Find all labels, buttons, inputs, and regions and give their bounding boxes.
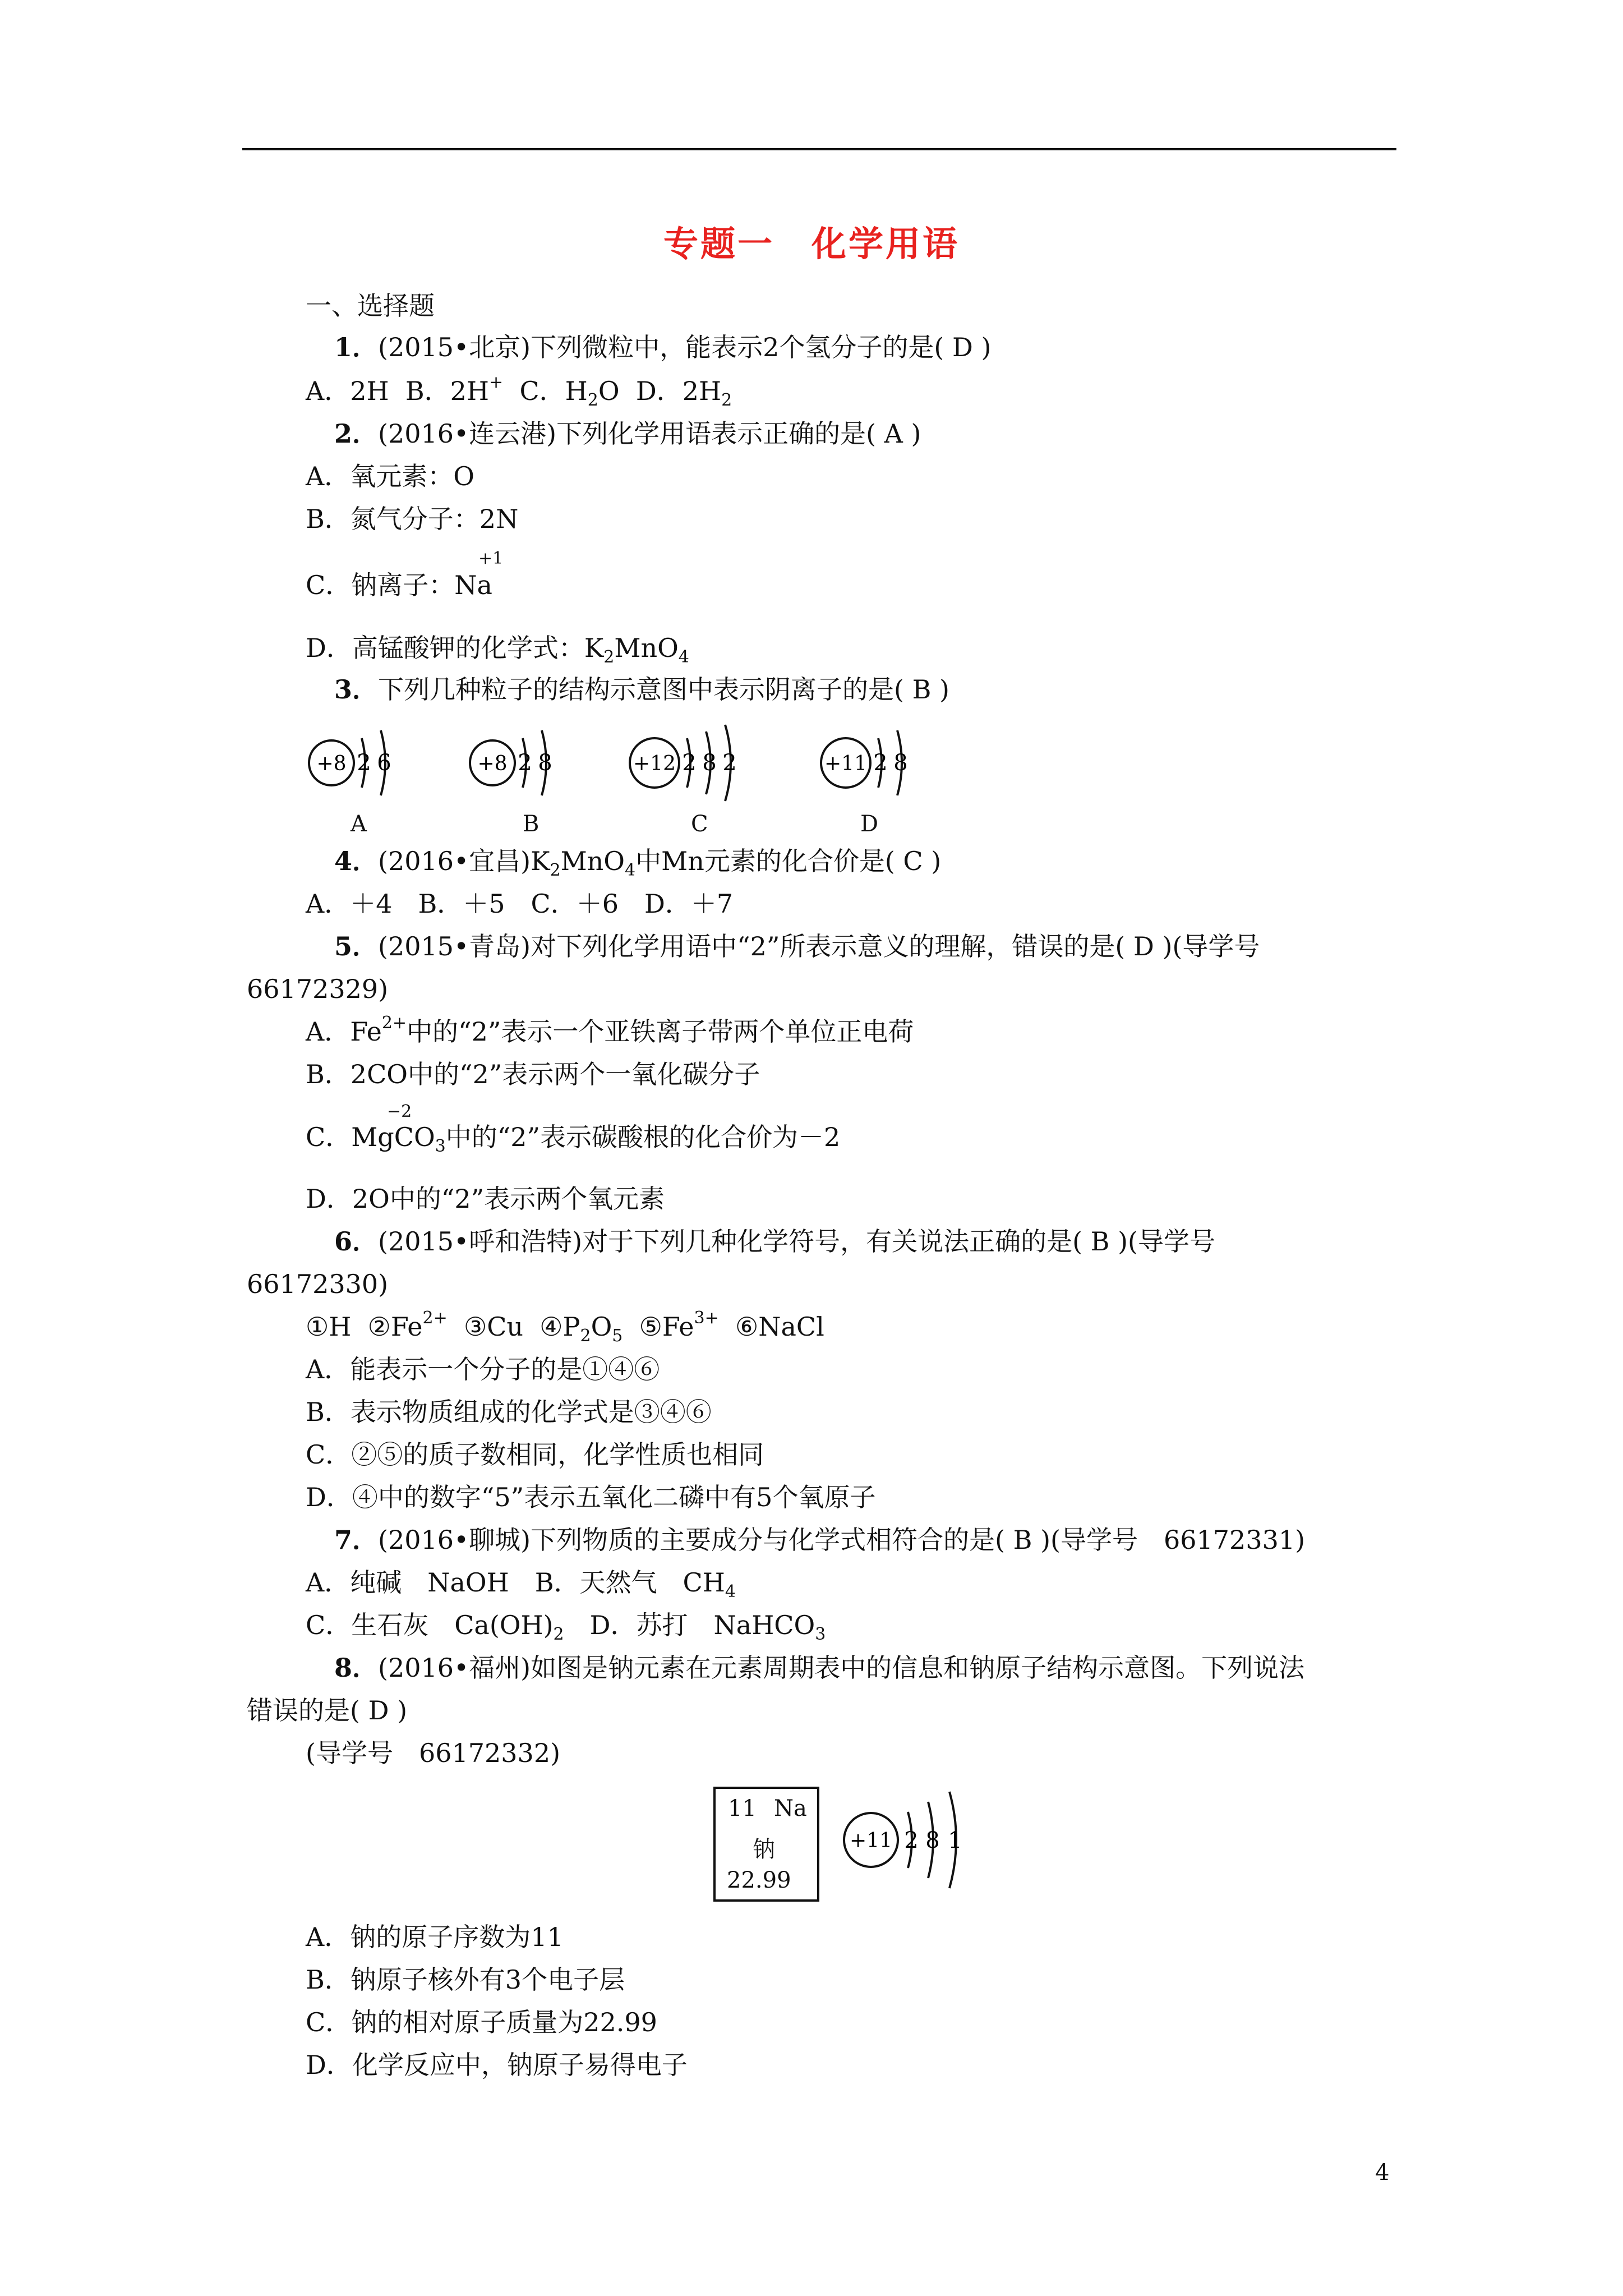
svg-text:1: 1 (948, 1828, 962, 1853)
question-8: 8．(2016•福州)如图是钠元素在元素周期表中的信息和钠原子结构示意图。下列说法 (334, 1653, 1305, 1683)
svg-text:8: 8 (925, 1828, 940, 1853)
question-6-option-a: A．能表示一个分子的是①④⑥ (306, 1354, 660, 1384)
svg-text:8: 8 (702, 750, 717, 776)
svg-text:2: 2 (722, 750, 737, 776)
question-5-option-a: A．$Fe^{2+}$中的“2”表示一个亚铁离子带两个单位正电荷 (306, 1013, 914, 1047)
question-5: 5．(2015•青岛)对下列化学用语中“2”所表示意义的理解，错误的是( D )(导学号 (334, 931, 1260, 961)
atomic-number: 11 (728, 1796, 757, 1821)
question-6-guide-number: 66172330) (247, 1269, 389, 1299)
question-5-guide-number: 66172329) (247, 974, 389, 1004)
question-2-option-c-text: C．钠离子：Na (306, 570, 492, 600)
question-7-options-ab: A．纯碱 NaOH B．天然气 $CH_4$ (306, 1567, 736, 1602)
atom-diagram-a (306, 727, 407, 808)
question-7-options-cd: C．生石灰 $Ca(OH)_2$ D．苏打 NaHCO$_3$ (306, 1610, 826, 1644)
element-name: 钠 (753, 1837, 775, 1862)
svg-text:2: 2 (357, 750, 371, 776)
svg-text:2: 2 (873, 750, 888, 776)
atom-label-d: D (860, 811, 879, 837)
question-6-option-b: B．表示物质组成的化学式是③④⑥ (306, 1397, 712, 1427)
atom-diagram-d (817, 727, 929, 808)
question-1-options: A．2H B．2H+ C．$H_2O$ D．$2H_2$ (306, 372, 732, 410)
header-rule (242, 148, 1396, 150)
question-4: 4．(2016•宜昌)$K_2MnO_4$中Mn元素的化合价是( C ) (334, 846, 942, 880)
svg-text:2: 2 (518, 750, 532, 776)
section-heading: 一、选择题 (306, 291, 435, 321)
question-2-option-d: D．高锰酸钾的化学式：$K_2MnO_4$ (306, 633, 689, 667)
atomic-mass: 22.99 (727, 1867, 791, 1893)
question-8-option-a: A．钠的原子序数为11 (306, 1922, 564, 1952)
question-8-option-b: B．钠原子核外有3个电子层 (306, 1964, 625, 1995)
svg-text:6: 6 (377, 750, 391, 776)
svg-text:2: 2 (682, 750, 697, 776)
page-title: 专题一 化学用语 (663, 223, 960, 264)
question-8-option-c: C．钠的相对原子质量为22.99 (306, 2007, 657, 2037)
question-6-option-c: C．②⑤的质子数相同，化学性质也相同 (306, 1439, 764, 1470)
sodium-charge-label: +1 (478, 549, 504, 568)
question-5-option-d: D．2O中的“2”表示两个氧元素 (306, 1184, 665, 1214)
svg-text:+12: +12 (633, 752, 676, 775)
question-6: 6．(2015•呼和浩特)对于下列几种化学符号，有关说法正确的是( B )(导学号 (334, 1226, 1215, 1257)
atom-label-b: B (523, 811, 540, 837)
atom-label-a: A (351, 811, 367, 837)
question-5-option-c: C．MgCO$_3$中的“2”表示碳酸根的化合价为－2 (306, 1122, 841, 1156)
periodic-table-cell-sodium (713, 1787, 819, 1902)
svg-text:8: 8 (893, 750, 908, 776)
question-7: 7．(2016•聊城)下列物质的主要成分与化学式相符合的是( B )(导学号 66172331) (334, 1525, 1306, 1555)
question-2: 2．(2016•连云港)下列化学用语表示正确的是( A ) (334, 418, 921, 449)
atom-label-c: C (691, 811, 708, 837)
svg-text:+8: +8 (316, 752, 347, 775)
question-2-option-b: B．氮气分子：2N (306, 504, 519, 534)
svg-text:+11: +11 (824, 752, 867, 775)
question-3: 3．下列几种粒子的结构示意图中表示阴离子的是( B ) (334, 674, 949, 705)
question-8-line-2: 错误的是( D ) (247, 1695, 408, 1726)
carbonate-valence-label: −2 (387, 1102, 412, 1121)
question-8-guide-number: (导学号 66172332) (306, 1738, 561, 1768)
question-5-option-b: B．2CO中的“2”表示两个一氧化碳分子 (306, 1059, 760, 1089)
question-4-options: A．＋4 B．＋5 C．＋6 D．＋7 (306, 889, 734, 919)
question-2-option-a: A．氧元素：O (306, 461, 474, 491)
atom-diagram-b (467, 727, 568, 808)
sodium-atom-diagram (840, 1779, 985, 1911)
element-symbol: Na (774, 1796, 807, 1821)
question-8-option-d: D．化学反应中，钠原子易得电子 (306, 2050, 688, 2080)
atom-diagram-c (625, 727, 760, 808)
question-1: 1．(2015•北京)下列微粒中，能表示2个氢分子的是( D ) (334, 332, 992, 362)
svg-text:2: 2 (904, 1828, 919, 1853)
question-6-symbols: ①H $②Fe^{2+}$ ③Cu $④P_2O_5$ $⑤Fe^{3+}$ ⑥NaCl (306, 1308, 824, 1346)
page-number: 4 (1375, 2160, 1390, 2185)
question-6-option-d: D．④中的数字“5”表示五氧化二磷中有5个氧原子 (306, 1482, 876, 1512)
svg-text:8: 8 (538, 750, 552, 776)
svg-text:+11: +11 (850, 1829, 892, 1852)
svg-text:+8: +8 (477, 752, 508, 775)
